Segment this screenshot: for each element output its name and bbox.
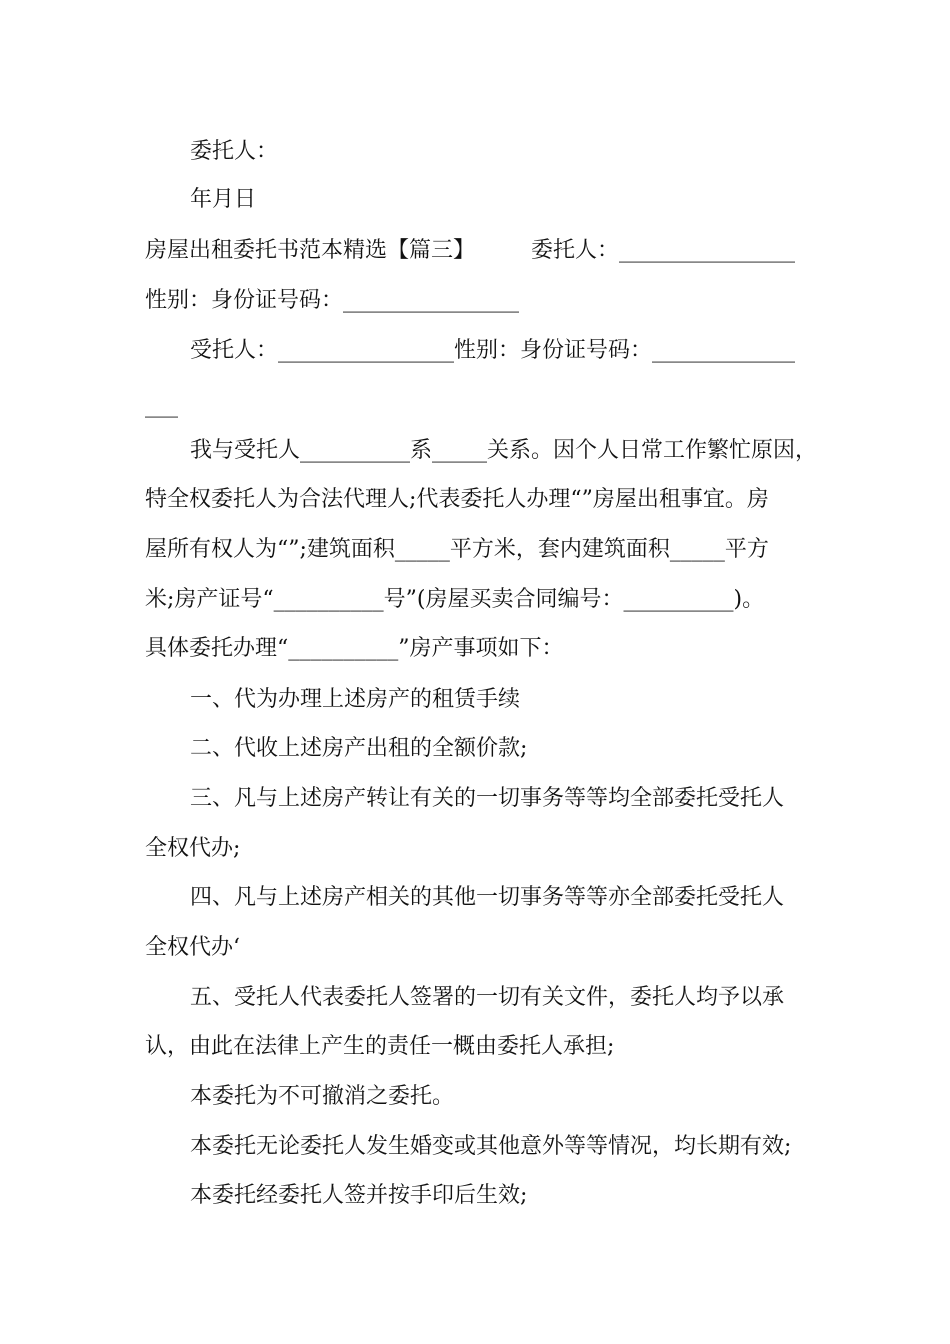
closing-statement: 本委托为不可撤消之委托。: [190, 1084, 455, 1109]
clause-item: 一、代为办理上述房产的租赁手续: [190, 687, 521, 712]
clause-item: 二、代收上述房产出租的全额价款;: [190, 736, 528, 761]
date-label: 年月日: [190, 187, 257, 212]
clause-item: 三、凡与上述房产转让有关的一切事务等等均全部委托受托人: [190, 786, 785, 811]
clause-item-continuation: 全权代办;: [145, 836, 241, 861]
agent-info-continuation: ___: [145, 393, 178, 418]
clause-item-continuation: 全权代办‘: [145, 935, 240, 960]
paragraph-line: 特全权委托人为合法代理人;代表委托人办理“”房屋出租事宜。房: [145, 487, 769, 512]
closing-statement: 本委托无论委托人发生婚变或其他意外等等情况，均长期有效;: [190, 1134, 792, 1159]
closing-statement: 本委托经委托人签并按手印后生效;: [190, 1183, 528, 1208]
agent-info-line: 受托人：________________性别：身份证号码：_____________: [190, 338, 796, 363]
paragraph-line: 米;房产证号“__________号”(房屋买卖合同编号：__________)。: [145, 587, 765, 612]
paragraph-line: 屋所有权人为“”;建筑面积_____平方米，套内建筑面积_____平方: [145, 537, 769, 562]
principal-signature-label: 委托人：: [190, 139, 279, 164]
paragraph-line: 具体委托办理“__________”房产事项如下：: [145, 636, 564, 661]
clause-item-continuation: 认，由此在法律上产生的责任一概由委托人承担;: [145, 1034, 615, 1059]
section-title-line: 房屋出租委托书范本精选【篇三】 委托人：________________: [145, 238, 795, 263]
paragraph-line: 我与受托人__________系_____关系。因个人日常工作繁忙原因，: [190, 438, 818, 463]
clause-item: 四、凡与上述房产相关的其他一切事务等等亦全部委托受托人: [190, 885, 785, 910]
principal-id-line: 性别：身份证号码：________________: [145, 288, 520, 313]
clause-item: 五、受托人代表委托人签署的一切有关文件，委托人均予以承: [190, 985, 785, 1010]
